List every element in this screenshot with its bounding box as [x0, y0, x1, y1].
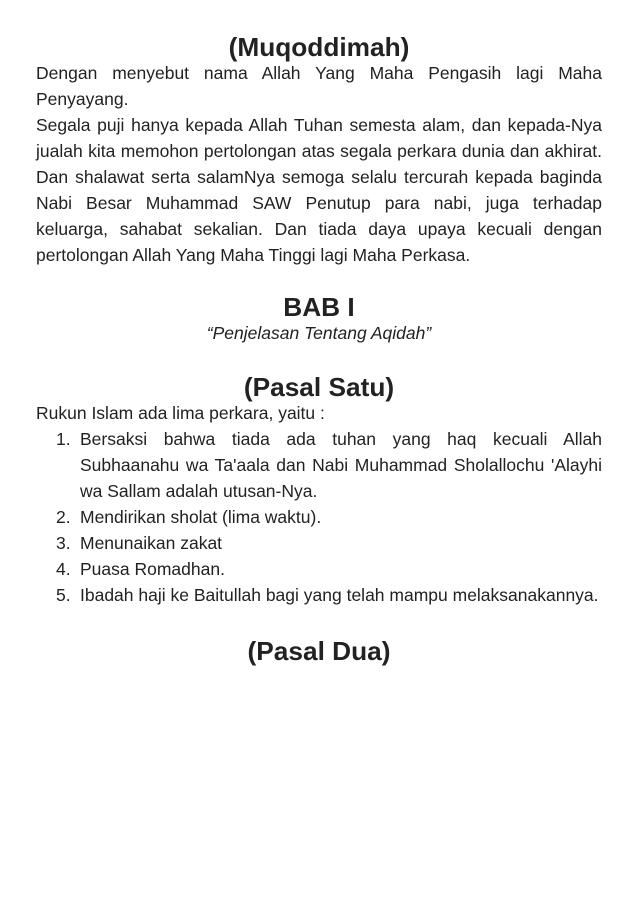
list-item-text: Mendirikan sholat (lima waktu). [80, 507, 322, 527]
list-item-text: Menunaikan zakat [80, 533, 223, 553]
list-item [56, 556, 602, 582]
list-item-number: 4. [56, 559, 71, 579]
pasal-dua-heading: (Pasal Dua) [247, 636, 391, 666]
pasal-satu-heading: (Pasal Satu) [243, 372, 395, 402]
opening-paragraph: Dengan menyebut nama Allah Yang Maha Pengasih lagi Maha Penyayang. [36, 63, 602, 109]
document-page [36, 34, 602, 664]
praise-paragraph: Segala puji hanya kepada Allah Tuhan semesta alam, dan kepada-Nya jualah kita memohon pertolongan atas segala perkara dunia dan akhirat. Dan shalawat serta salamNya semoga selalu tercurah kepada baginda Nabi Besar Muhammad SAW Penutup para nabi, juga terhadap keluarga, sahabat sekalian. Dan tiada daya upaya kecuali dengan pertolongan Allah Yang Maha Tinggi lagi Maha Perkasa. [36, 115, 602, 265]
list-item-text: Bersaksi bahwa tiada ada tuhan yang haq kecuali Allah Subhaanahu wa Ta'aala dan Nabi Muhammad Sholallochu 'Alayhi wa Sallam adalah utusan-Nya. [80, 429, 602, 501]
list-item-number: 3. [56, 533, 71, 553]
list-item [56, 582, 602, 608]
rukun-intro: Rukun Islam ada lima perkara, yaitu : [36, 403, 325, 423]
list-item [56, 426, 602, 504]
list-item-number: 2. [56, 507, 71, 527]
bab-subtitle: “Penjelasan Tentang Aqidah” [206, 323, 432, 343]
list-item-text: Ibadah haji ke Baitullah bagi yang telah mampu melaksanakannya. [80, 585, 599, 605]
list-item-number: 5. [56, 585, 71, 605]
list-item-text: Puasa Romadhan. [80, 559, 225, 579]
bab-title: BAB I [283, 292, 355, 322]
list-item-number: 1. [56, 429, 71, 449]
list-item [56, 530, 602, 556]
rukun-islam-list [36, 426, 602, 608]
muqoddimah-heading: (Muqoddimah) [228, 32, 410, 62]
list-item [56, 504, 602, 530]
